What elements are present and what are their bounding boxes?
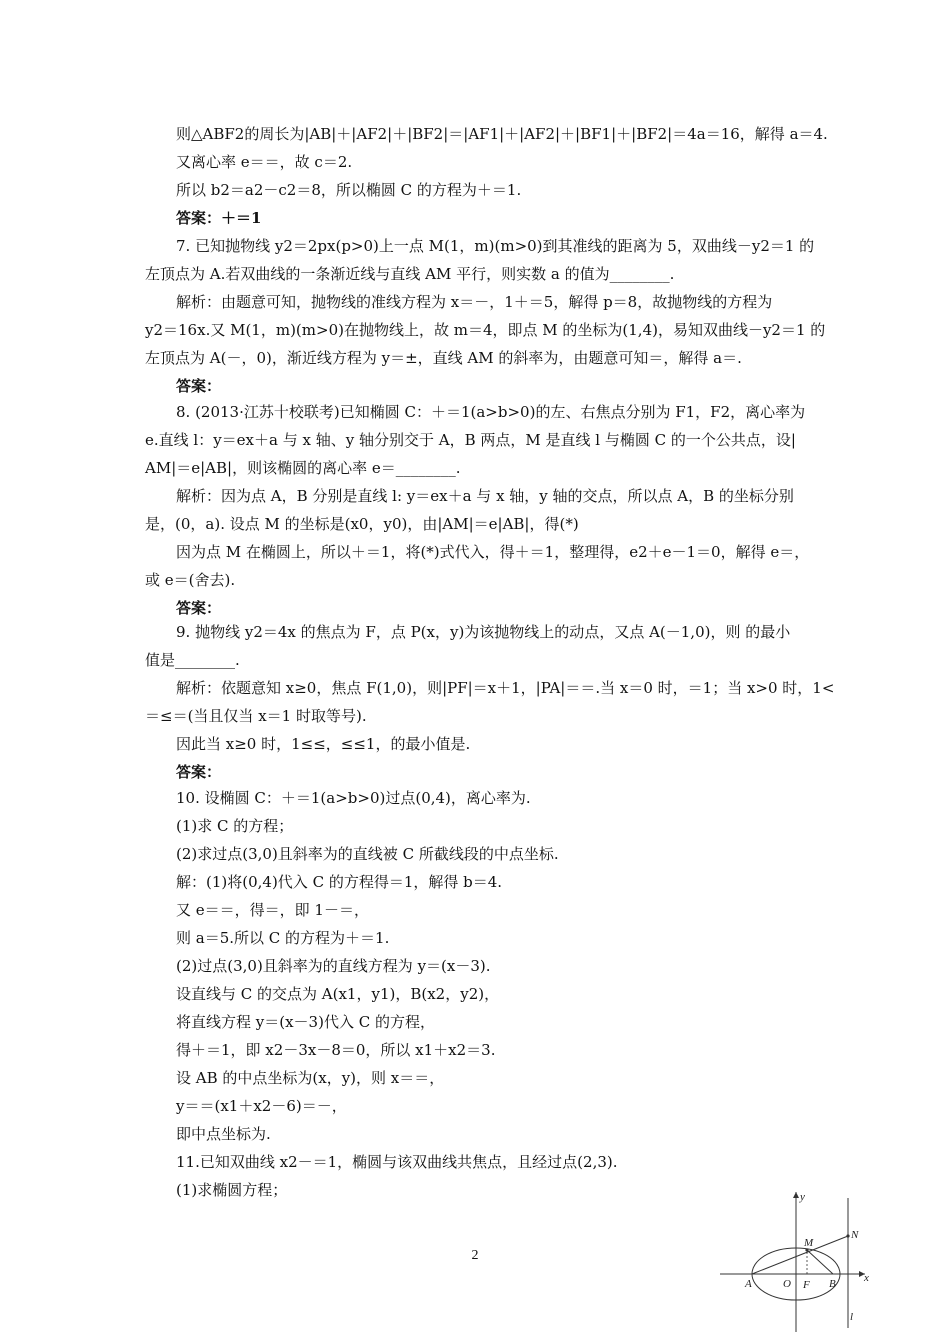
text-line: (1)求椭圆方程； — [176, 1181, 288, 1199]
question-8: 8. (2013·江苏十校联考)已知椭圆 C：＋＝1(a>b>0)的左、右焦点分别为 F1，F2，离心率为 — [176, 403, 806, 421]
page-number: 2 — [471, 1248, 479, 1263]
line-mb — [807, 1250, 833, 1274]
text-line: AM|＝e|AB|，则该椭圆的离心率 e＝________. — [145, 459, 461, 477]
question-11: 11.已知双曲线 x2－＝1，椭圆与该双曲线共焦点，且经过点(2,3). — [176, 1153, 618, 1171]
question-10: 10. 设椭圆 C：＋＝1(a>b>0)过点(0,4)，离心率为. — [176, 789, 531, 807]
label-l: l — [850, 1311, 854, 1323]
label-m: M — [804, 1237, 814, 1249]
text-line: y2＝16x.又 M(1，m)(m>0)在抛物线上，故 m＝4，即点 M 的坐标为(1,4)，易知双曲线－y2＝1 的 — [145, 321, 826, 339]
text-line: 或 e＝(舍去). — [145, 571, 236, 589]
text-line: 值是________. — [145, 651, 240, 669]
text-line: (1)求 C 的方程； — [176, 817, 294, 835]
point-n — [846, 1234, 849, 1237]
text-line: (2)过点(3,0)且斜率为的直线方程为 y＝(x－3). — [176, 957, 491, 975]
text-line: ＝≤＝(当且仅当 x＝1 时取等号). — [145, 707, 367, 725]
solution-line: 解：(1)将(0,4)代入 C 的方程得＝1，解得 b＝4. — [176, 873, 503, 891]
question-9: 9. 抛物线 y2＝4x 的焦点为 F，点 P(x，y)为该抛物线上的动点，又点 A(－1,0)，则 的最小 — [176, 623, 791, 641]
answer-label: 答案：＋＝1 — [176, 209, 262, 227]
label-f: F — [803, 1279, 810, 1291]
label-y: y — [800, 1191, 805, 1203]
answer-label: 答案： — [176, 599, 222, 617]
text-line: 又离心率 e＝＝，故 c＝2. — [176, 153, 353, 171]
label-o: O — [783, 1278, 791, 1290]
text-line: 因为点 M 在椭圆上，所以＋＝1，将(*)式代入，得＋＝1，整理得，e2＋e－1＝0，解得 e＝， — [176, 543, 810, 561]
label-x: x — [864, 1272, 869, 1284]
text-line: 则 a＝5.所以 C 的方程为＋＝1. — [176, 929, 390, 947]
text-line: 则△ABF2的周长为|AB|＋|AF2|＋|BF2|＝|AF1|＋|AF2|＋|BF1|＋|BF2|＝4a＝16，解得 a＝4. — [176, 125, 828, 143]
text-line: (2)求过点(3,0)且斜率为的直线被 C 所截线段的中点坐标. — [176, 845, 559, 863]
text-line: 因此当 x≥0 时，1≤≤，≤≤1，的最小值是. — [176, 735, 471, 753]
solution-line: 解析：依题意知 x≥0，焦点 F(1,0)，则|PF|＝x＋1，|PA|＝＝.当 x＝0 时，＝1；当 x>0 时，1< — [176, 679, 835, 697]
y-axis-arrow — [793, 1192, 799, 1198]
text-line: 得＋＝1，即 x2－3x－8＝0，所以 x1＋x2＝3. — [176, 1041, 496, 1059]
text-line: 将直线方程 y＝(x－3)代入 C 的方程， — [176, 1013, 435, 1031]
solution-line: 解析：由题意可知，抛物线的准线方程为 x＝－，1＋＝5，解得 p＝8，故抛物线的方程为 — [176, 293, 773, 311]
text-line: 即中点坐标为. — [176, 1125, 271, 1143]
question-7: 7. 已知抛物线 y2＝2px(p>0)上一点 M(1，m)(m>0)到其准线的距离为 5，双曲线－y2＝1 的 — [176, 237, 815, 255]
label-a: A — [745, 1278, 752, 1290]
label-n: N — [851, 1229, 859, 1241]
text-line: 所以 b2＝a2－c2＝8，所以椭圆 C 的方程为＋＝1. — [176, 181, 522, 199]
text-line: 是，(0，a). 设点 M 的坐标是(x0，y0)，由|AM|＝e|AB|，得(*) — [145, 515, 579, 533]
answer-label: 答案： — [176, 377, 222, 395]
ellipse-diagram — [720, 1188, 880, 1333]
text-line: 设直线与 C 的交点为 A(x1，y1)，B(x2，y2)， — [176, 985, 500, 1003]
text-line: 又 e＝＝，得＝，即 1－＝， — [176, 901, 369, 919]
text-line: e.直线 l：y＝ex＋a 与 x 轴、y 轴分别交于 A，B 两点，M 是直线 l 与椭圆 C 的一个公共点，设| — [145, 431, 796, 449]
answer-label: 答案： — [176, 763, 222, 781]
text-line: 左顶点为 A.若双曲线的一条渐近线与直线 AM 平行，则实数 a 的值为________. — [145, 265, 675, 283]
text-line: 设 AB 的中点坐标为(x，y)，则 x＝＝， — [176, 1069, 445, 1087]
solution-line: 解析：因为点 A，B 分别是直线 l: y＝ex＋a 与 x 轴，y 轴的交点，所以点 A，B 的坐标分别 — [176, 487, 794, 505]
label-b: B — [829, 1278, 836, 1290]
text-line: 左顶点为 A(－，0)，渐近线方程为 y＝±，直线 AM 的斜率为，由题意可知＝，解得 a＝. — [145, 349, 742, 367]
text-line: y＝＝(x1＋x2－6)＝－， — [176, 1097, 347, 1115]
